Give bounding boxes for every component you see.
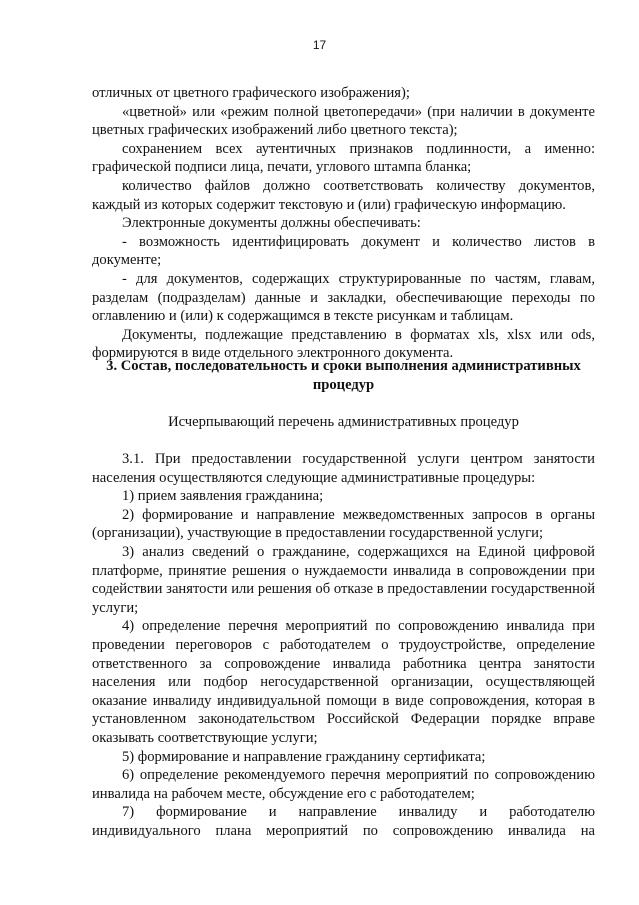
paragraph: 3.1. При предоставлении государственной услуги центром занятости населения осуществляются следующие административные процедуры: [92, 451, 595, 486]
paragraph: количество файлов должно соответствовать количеству документов, каждый из которых содержит текстовую и (или) графическую информацию. [92, 177, 595, 213]
paragraph: «цветной» или «режим полной цветопередачи» (при наличии в документе цветных графических изображений либо цветного текста); [92, 103, 595, 139]
list-item: 7) формирование и направление инвалиду и работодателю индивидуального плана мероприятий по сопровождению инвалида на [92, 804, 595, 839]
paragraph: - для документов, содержащих структурированные по частям, главам, разделам (подразделам) данные и закладки, обеспечивающие переходы по оглавлению и (или) к содержащимся в тексте рисункам и таблицам. [92, 270, 595, 325]
section-heading: 3. Состав, последовательность и сроки выполнения административных процедур [106, 358, 581, 393]
top-text-block [92, 84, 595, 363]
list-item: 6) определение рекомендуемого перечня мероприятий по сопровождению инвалида на рабочем месте, обсуждение его с работодателем; [92, 767, 595, 802]
list-item: 5) формирование и направление гражданину сертификата; [122, 748, 486, 765]
paragraph: - возможность идентифицировать документ и количество листов в документе; [92, 233, 595, 269]
list-item: 3) анализ сведений о гражданине, содержащихся на Единой цифровой платформе, принятие решения о нуждаемости инвалида в сопровождении при содействии занятости или решения об отказе в предоставлении государственной услуги; [92, 543, 595, 616]
paragraph: Документы, подлежащие представлению в форматах xls, xlsx или ods, формируются в виде отдельного электронного документа. [92, 326, 595, 362]
list-item: 2) формирование и направление межведомственных запросов в органы (организации), участвующие в предоставлении государственной услуги; [92, 506, 595, 542]
paragraph: отличных от цветного графического изображения); [92, 85, 410, 101]
section-text-block [92, 450, 595, 840]
list-item: 4) определение перечня мероприятий по сопровождению инвалида при проведении переговоров с работодателем о трудоустройстве, определение ответственного за сопровождение инвалида работника центра занятости населения или подбор негосударственной организации, осуществляющей оказание инвалиду индивидуальной помощи в виде сопровождения, которая в установленном законодательством Российской Федерации порядке вправе оказывать соответствующие услуги; [92, 618, 595, 746]
list-item: 1) прием заявления гражданина; [122, 488, 324, 505]
section-subheading: Исчерпывающий перечень административных процедур [168, 414, 519, 430]
paragraph: Электронные документы должны обеспечивать: [122, 215, 421, 232]
page-number: 17 [312, 38, 327, 52]
paragraph: сохранением всех аутентичных признаков подлинности, а именно: графической подписи лица, печати, углового штампа бланка; [92, 140, 595, 176]
